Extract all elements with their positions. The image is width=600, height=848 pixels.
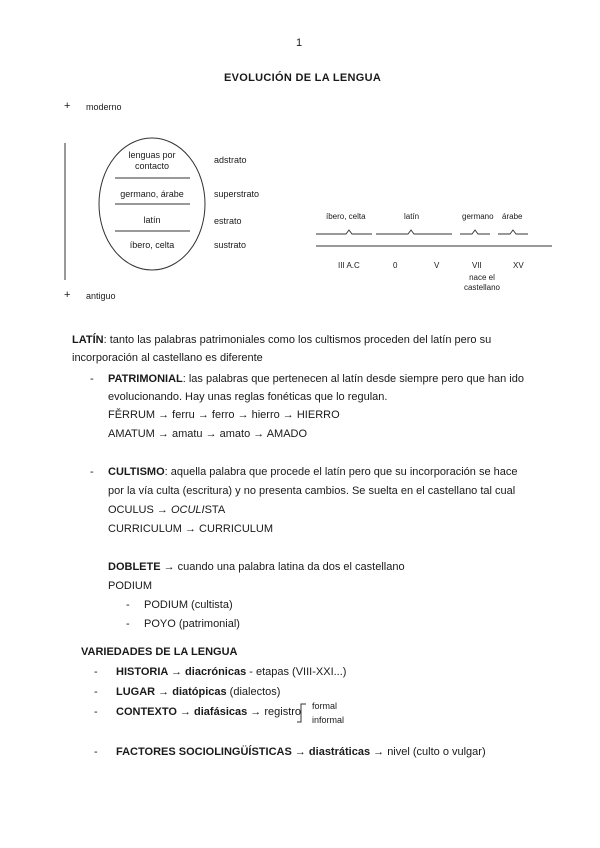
- variedad-bullet: -: [94, 666, 98, 678]
- timeline-label-germano: germano: [462, 212, 494, 221]
- ellipse-item-contacto-line2: contacto: [134, 161, 170, 171]
- cultismo-example1-end: STA: [204, 504, 226, 516]
- doblete-text: → cuando una palabra latina da dos el castellano: [160, 561, 405, 573]
- variedad-contexto-term: CONTEXTO → diafásicas: [116, 706, 248, 718]
- label-moderno: moderno: [86, 102, 122, 112]
- brace-latin: [376, 230, 452, 234]
- patrimonial-term: PATRIMONIAL: [108, 373, 183, 385]
- latin-intro-line1: [72, 331, 491, 349]
- stratum-sustrato: sustrato: [214, 240, 247, 250]
- patrimonial-example2: AMATUM → amatu → amato → AMADO: [108, 428, 308, 440]
- cultismo-example2: CURRICULUM → CURRICULUM: [108, 523, 273, 535]
- variedad-historia: [116, 663, 346, 681]
- brace-ibero: [316, 230, 372, 234]
- cultismo-text: : aquella palabra que procede el latín pero que su incorporación se hace: [164, 466, 518, 478]
- ellipse-item-ibero: íbero, celta: [129, 240, 175, 250]
- brace-arabe: [498, 230, 528, 234]
- label-antiguo: antiguo: [86, 291, 116, 301]
- timeline-date-3ac: III A.C: [338, 261, 360, 270]
- timeline-date-vii: VII: [472, 261, 482, 270]
- stratum-adstrato: adstrato: [214, 155, 247, 165]
- registro-bracket-line: [297, 704, 306, 722]
- patrimonial-text: : las palabras que pertenecen al latín desde siempre pero que han ido: [182, 373, 524, 385]
- cultismo-example1-italic: OCULI: [170, 504, 205, 516]
- timeline-label-latin: latín: [404, 212, 420, 221]
- timeline-date-v: V: [434, 261, 440, 270]
- variedad-bullet: -: [94, 706, 98, 718]
- variedad-historia-rest: - etapas (VIII-XXI...): [246, 666, 347, 678]
- patrimonial-line1: [108, 370, 524, 388]
- stratum-superstrato: superstrato: [214, 189, 260, 199]
- timeline-date-xv: XV: [513, 261, 524, 270]
- variedad-bullet: -: [94, 746, 98, 758]
- patrimonial-bullet: -: [90, 373, 94, 385]
- variedad-lugar: [116, 683, 280, 701]
- doblete-item-bullet: -: [126, 599, 130, 611]
- cultismo-line1: [108, 463, 517, 481]
- variedades-heading: VARIEDADES DE LA LENGUA: [81, 646, 238, 658]
- doblete-item: POYO (patrimonial): [144, 618, 240, 630]
- plus-top: +: [64, 100, 71, 112]
- variedad-contexto-rest: → registro: [247, 706, 302, 718]
- variedad-bullet: -: [94, 686, 98, 698]
- brace-germano: [460, 230, 490, 234]
- variedad-historia-term: HISTORIA → diacrónicas: [116, 666, 247, 678]
- variedad-lugar-term: LUGAR → diatópicas: [116, 686, 227, 698]
- ellipse-item-contacto-line1: lenguas por: [128, 150, 176, 160]
- patrimonial-example1: FĚRRUM → ferru → ferro → hierro → HIERRO: [108, 409, 340, 421]
- timeline-note-line2: castellano: [463, 283, 501, 292]
- cultismo-line2: por la vía culta (escritura) y no presenta cambios. Se suelta en el castellano tal cual: [108, 485, 516, 497]
- registro-bracket: [296, 703, 310, 723]
- ellipse-item-latin: latín: [143, 215, 161, 225]
- doblete-item: PODIUM (cultista): [144, 599, 233, 611]
- ellipse-diagram-lines: [60, 120, 220, 290]
- cultismo-term: CULTISMO: [108, 466, 165, 478]
- timeline-note: [452, 273, 512, 293]
- latin-intro-text: : tanto las palabras patrimoniales como los cultismos proceden del latín pero su: [103, 334, 492, 346]
- registro-informal: informal: [312, 715, 345, 725]
- page-title: EVOLUCIÓN DE LA LENGUA: [224, 72, 382, 84]
- cultismo-example1-start: OCULUS →: [108, 504, 171, 516]
- plus-bottom: +: [64, 289, 71, 301]
- variedad-factores-rest: → nivel (culto o vulgar): [370, 746, 486, 758]
- cultismo-bullet: -: [90, 466, 94, 478]
- ellipse-item-contacto: [112, 150, 192, 172]
- timeline-label-ibero: íbero, celta: [326, 212, 366, 221]
- latin-intro-line2: incorporación al castellano es diferente: [72, 352, 263, 364]
- registro-formal: formal: [312, 701, 338, 711]
- variedad-factores: [116, 743, 486, 761]
- ellipse-item-germano: germano, árabe: [120, 189, 184, 199]
- timeline-date-0: 0: [393, 261, 398, 270]
- timeline-label-arabe: árabe: [502, 212, 523, 221]
- cultismo-example1: [108, 501, 225, 519]
- doblete-line: [108, 558, 405, 576]
- timeline-note-line1: nace el: [469, 273, 495, 282]
- doblete-item-bullet: -: [126, 618, 130, 630]
- timeline-lines: [312, 222, 556, 252]
- patrimonial-line2: evolucionando. Hay unas reglas fonéticas que lo regulan.: [108, 391, 388, 403]
- variedad-factores-term: FACTORES SOCIOLINGÜÍSTICAS → diastráticas: [116, 746, 371, 758]
- variedad-lugar-rest: (dialectos): [226, 686, 281, 698]
- doblete-term: DOBLETE: [108, 561, 161, 573]
- latin-term: LATÍN: [72, 334, 104, 346]
- doblete-word: PODIUM: [108, 580, 152, 592]
- stratum-estrato: estrato: [214, 216, 242, 226]
- variedad-contexto: [116, 703, 301, 721]
- page-number: 1: [296, 37, 303, 49]
